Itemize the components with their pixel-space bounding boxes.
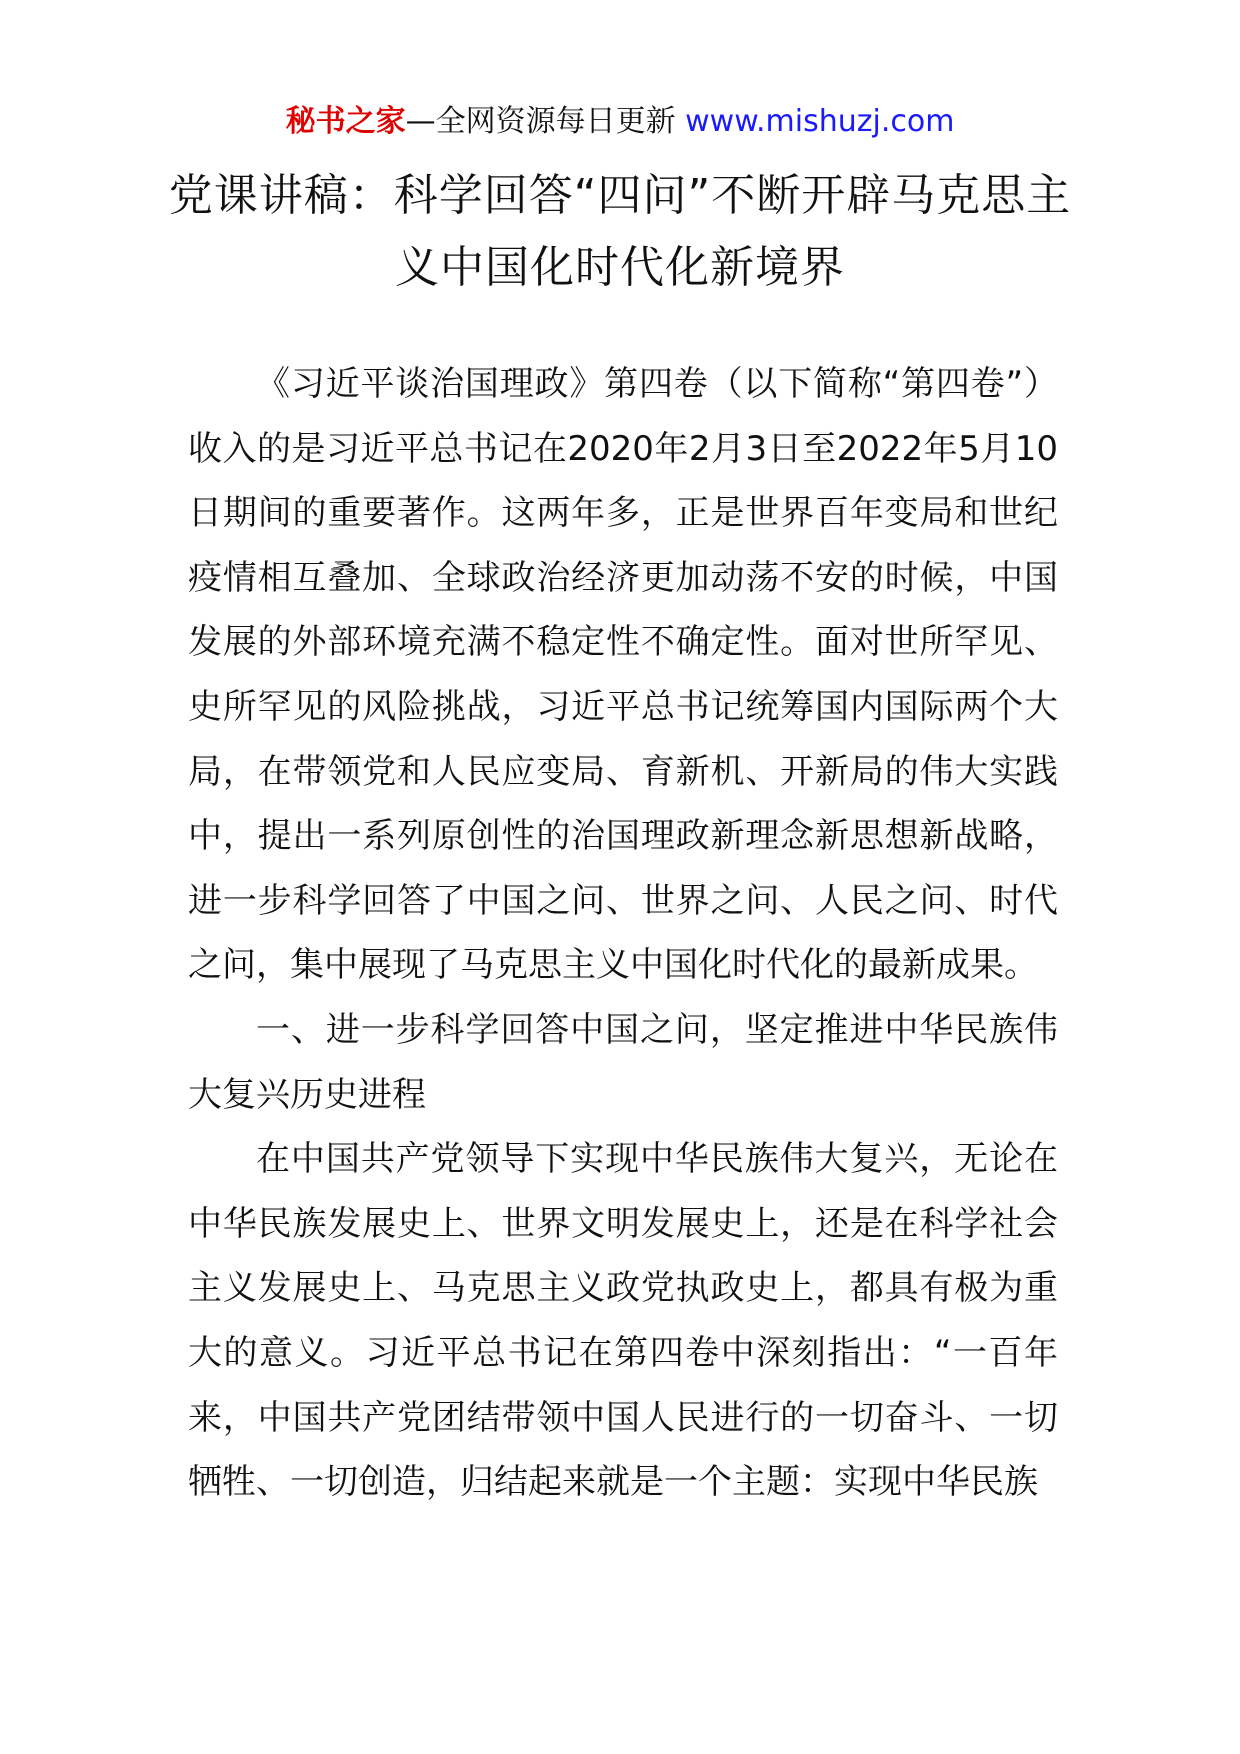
- document-body: [188, 352, 1058, 1515]
- section-heading-1: 一、进一步科学回答中国之问，坚定推进中华民族伟大复兴历史进程: [188, 1009, 1058, 1115]
- body-paragraph: 在中国共产党领导下实现中华民族伟大复兴，无论在中华民族发展史上、世界文明发展史上，还是在科学社会主义发展史上、马克思主义政党执政史上，都具有极为重大的意义。习近平总书记在第四卷中深刻指出：“一百年来，中国共产党团结带领中国人民进行的一切奋斗、一切牺牲、一切创造，归结起来就是一个主题：实现中华民族: [188, 1139, 1058, 1503]
- site-banner: [0, 100, 1240, 144]
- site-url-link[interactable]: www.mishuzj.com: [685, 104, 955, 139]
- intro-paragraph: 《习近平谈治国理政》第四卷（以下简称“第四卷”）收入的是习近平总书记在2020年2月3日至2022年5月10日期间的重要著作。这两年多，正是世界百年变局和世纪疫情相互叠加、全球政治经济更加动荡不安的时候，中国发展的外部环境充满不稳定性不确定性。面对世所罕见、史所罕见的风险挑战，习近平总书记统筹国内国际两个大局，在带领党和人民应变局、育新机、开新局的伟大实践中，提出一系列原创性的治国理政新理念新思想新战略，进一步科学回答了中国之问、世界之问、人民之问、时代之问，集中展现了马克思主义中国化时代化的最新成果。: [188, 364, 1058, 986]
- document-title: 党课讲稿：科学回答“四问”不断开辟马克思主义中国化时代化新境界: [168, 170, 1072, 293]
- brand-name: 秘书之家: [285, 104, 406, 139]
- banner-tagline: —全网资源每日更新: [405, 104, 676, 139]
